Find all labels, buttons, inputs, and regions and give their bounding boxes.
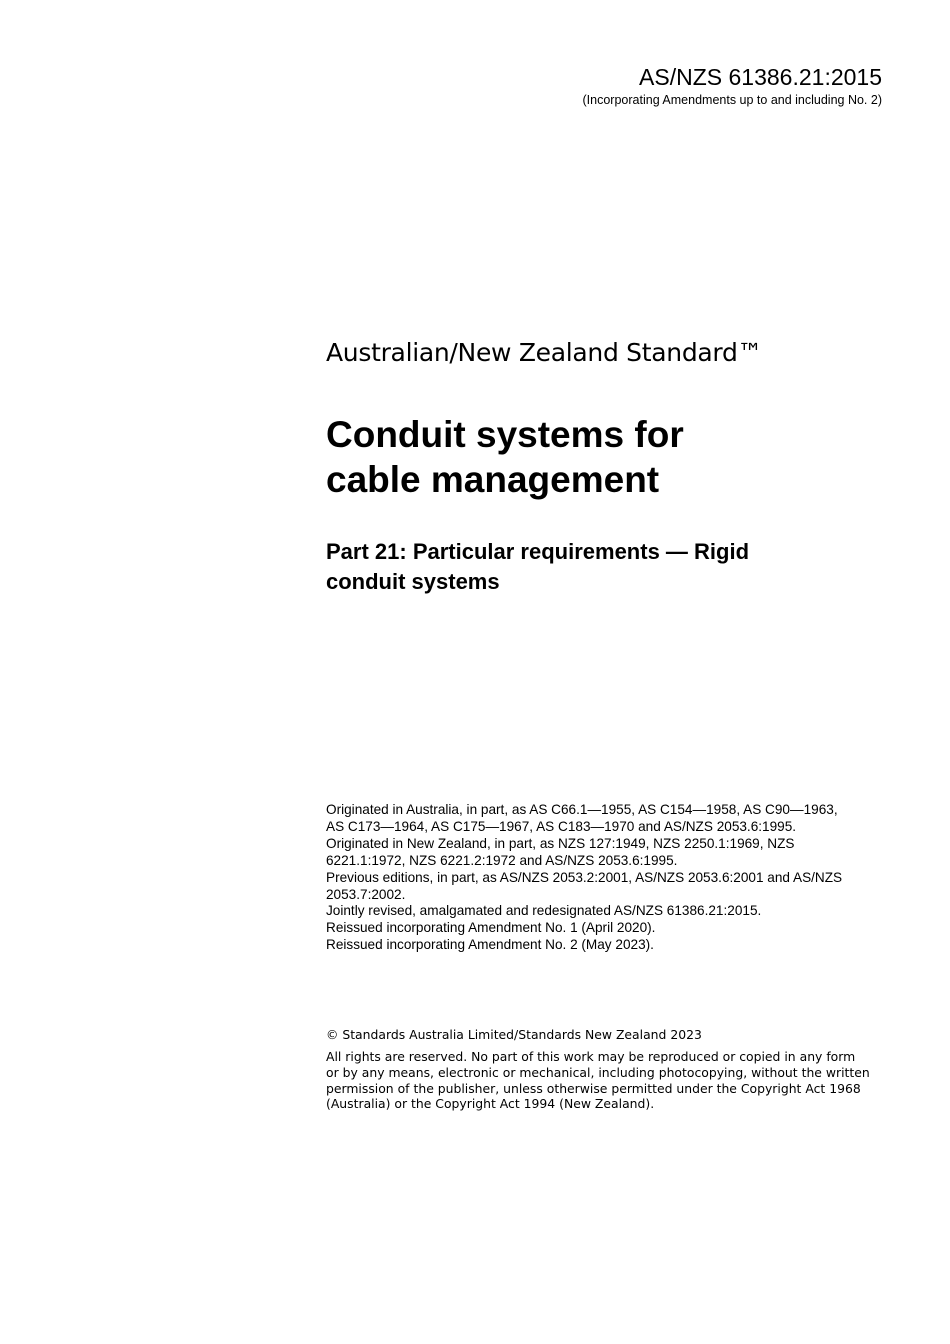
history-line: 6221.1:1972, NZS 6221.2:1972 and AS/NZS 2053.6:1995. xyxy=(326,852,678,868)
document-number: AS/NZS 61386.21:2015 xyxy=(639,64,882,90)
history-line: Jointly revised, amalgamated and redesignated AS/NZS 61386.21:2015. xyxy=(326,903,762,919)
subtitle-line: conduit systems xyxy=(326,569,500,594)
amendment-note: (Incorporating Amendments up to and including No. 2) xyxy=(582,93,882,107)
subtitle-line: Part 21: Particular requirements — Rigid xyxy=(326,539,750,564)
standard-type-label: Australian/New Zealand Standard™ xyxy=(326,338,763,367)
history-line: Reissued incorporating Amendment No. 1 (April 2020). xyxy=(326,920,656,936)
rights-line: permission of the publisher, unless otherwise permitted under the Copyright Act 1968 xyxy=(326,1080,861,1096)
history-line: Originated in New Zealand, in part, as NZS 127:1949, NZS 2250.1:1969, NZS xyxy=(326,835,795,851)
history-line: Reissued incorporating Amendment No. 2 (May 2023). xyxy=(326,937,654,953)
history-line: Originated in Australia, in part, as AS C66.1—1955, AS C154—1958, AS C90—1963, xyxy=(326,802,838,817)
copyright-notice: © Standards Australia Limited/Standards New Zealand 2023 xyxy=(326,1027,702,1042)
rights-line: or by any means, electronic or mechanical, including photocopying, without the written xyxy=(326,1064,870,1080)
history-line: AS C173—1964, AS C175—1967, AS C183—1970 and AS/NZS 2053.6:1995. xyxy=(326,818,797,834)
page-subtitle xyxy=(326,537,886,597)
publication-history xyxy=(326,802,886,954)
rights-statement xyxy=(326,1049,886,1112)
page-title xyxy=(326,412,886,502)
rights-line: (Australia) or the Copyright Act 1994 (New Zealand). xyxy=(326,1096,655,1112)
history-line: Previous editions, in part, as AS/NZS 2053.2:2001, AS/NZS 2053.6:2001 and AS/NZS xyxy=(326,869,843,885)
title-line: cable management xyxy=(326,459,660,500)
title-line: Conduit systems for xyxy=(326,414,684,455)
rights-line: All rights are reserved. No part of this work may be reproduced or copied in any form xyxy=(326,1049,856,1064)
history-line: 2053.7:2002. xyxy=(326,886,406,902)
